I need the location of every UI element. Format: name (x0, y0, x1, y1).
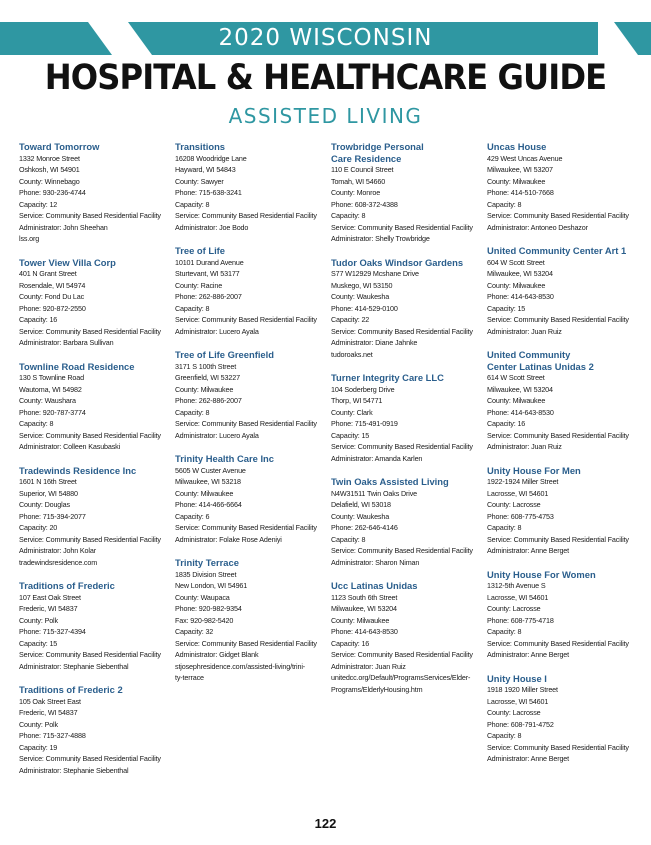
facility-detail: Administrator: Lucero Ayala (175, 430, 259, 440)
facility-detail: Administrator: Juan Ruiz (487, 442, 562, 451)
facility-listing (487, 465, 639, 557)
facility-listing (19, 257, 175, 349)
facility-detail: Milwaukee, WI 53204 (331, 604, 397, 613)
facility-detail: Capacity: 8 (19, 419, 54, 428)
facility-detail: County: Lacrosse (487, 500, 541, 509)
facility-detail: Administrator: Juan Ruiz (331, 661, 406, 671)
facility-listing (175, 349, 331, 441)
facility-detail: Administrator: Antoneo Deshazor (487, 222, 588, 232)
facility-detail: Phone: 414-643-8530 (331, 627, 398, 636)
facility-name: Townline Road Residence (19, 360, 135, 372)
facility-detail: Phone: 608-775-4718 (487, 615, 554, 625)
facility-detail: 1312-5th Avenue S (487, 581, 546, 590)
facility-listing (19, 361, 175, 453)
facility-name: Trinity Health Care Inc (175, 453, 274, 464)
facility-detail: Phone: 930-236-4744 (19, 188, 86, 197)
facility-detail: lss.org (19, 234, 40, 243)
facility-detail: Service: Community Based Residential Facility (487, 534, 629, 544)
facility-detail: Capacity: 8 (487, 731, 522, 740)
facility-detail: County: Milwaukee (487, 396, 546, 405)
facility-detail: 104 Soderberg Drive (331, 384, 395, 394)
facility-detail: Hayward, WI 54843 (175, 165, 236, 174)
facility-detail: Service: Community Based Residential Facility (19, 534, 161, 544)
facility-detail: County: Polk (19, 719, 58, 729)
facility-listing (175, 453, 331, 545)
facility-detail: County: Waukesha (331, 511, 390, 521)
facility-name: Trinity Terrace (175, 557, 239, 568)
facility-detail: County: Racine (175, 280, 223, 290)
facility-listing (487, 245, 639, 337)
listing-column (331, 141, 487, 806)
facility-detail: County: Fond Du Lac (19, 292, 85, 301)
facility-detail: Phone: 715-491-0919 (331, 419, 398, 428)
listing-column (19, 141, 175, 806)
facility-detail: Administrator: Barbara Sullivan (19, 338, 114, 347)
facility-detail: Phone: 715-638-3241 (175, 188, 242, 197)
facility-detail: Capacity: 20 (19, 523, 58, 532)
facility-detail: Capacity: 8 (487, 199, 522, 209)
facility-detail: County: Sawyer (175, 176, 224, 186)
facility-detail: 130 S Townline Road (19, 373, 84, 382)
facility-detail: Administrator: Amanda Karlen (331, 453, 423, 463)
facility-name: Tradewinds Residence Inc (19, 464, 137, 476)
facility-detail: 105 Oak Street East (19, 696, 81, 706)
facility-detail: Muskego, WI 53150 (331, 280, 393, 290)
facility-detail: Capacity: 8 (331, 211, 366, 220)
facility-detail: Service: Community Based Residential Facility (19, 650, 161, 659)
facility-detail: Capacity: 16 (19, 315, 58, 324)
facility-detail: Lacrosse, WI 54601 (487, 592, 549, 602)
facility-detail: 5605 W Custer Avenue (175, 465, 246, 475)
facility-detail: Sturtevant, WI 53177 (175, 269, 240, 278)
facility-listing (19, 465, 175, 569)
facility-detail: Phone: 414-643-8530 (487, 407, 554, 417)
facility-detail: 401 N Grant Street (19, 269, 77, 278)
listing-column (487, 141, 639, 806)
facility-detail: Administrator: Juan Ruiz (487, 326, 562, 336)
listing-columns (19, 141, 639, 806)
facility-detail: Service: Community Based Residential Facility (331, 442, 473, 451)
facility-detail: Capacity: 22 (331, 315, 370, 324)
facility-detail: Capacity: 16 (487, 419, 526, 428)
facility-detail: Greenfield, WI 53227 (175, 373, 240, 382)
facility-name: Uncas House (487, 141, 547, 152)
facility-detail: Capacity: 8 (331, 534, 366, 544)
facility-detail: Capacity: 16 (331, 638, 370, 648)
facility-detail: Thorp, WI 54771 (331, 396, 383, 405)
facility-detail: Lacrosse, WI 54601 (487, 696, 549, 706)
facility-detail: Service: Community Based Residential Facility (175, 638, 317, 648)
facility-detail: Service: Community Based Residential Facility (19, 211, 161, 220)
facility-listing (175, 245, 331, 337)
facility-detail: County: Waupaca (175, 592, 230, 602)
facility-detail: Service: Community Based Residential Facility (487, 430, 629, 440)
facility-detail: Milwaukee, WI 53218 (175, 477, 241, 486)
facility-detail: unitedcc.org/Default/ProgramsServices/Elder- (331, 673, 471, 682)
facility-listing (175, 557, 331, 684)
facility-detail: Capacity: 8 (175, 303, 210, 313)
facility-detail: County: Lacrosse (487, 708, 541, 717)
facility-detail: Administrator: Sharon Niman (331, 557, 420, 567)
facility-detail: Capacity: 8 (487, 523, 522, 532)
facility-detail: Service: Community Based Residential Facility (487, 211, 629, 220)
facility-detail: stjosephresidence.com/assisted-living/trini- (175, 661, 306, 671)
facility-name: United Community Center Latinas Unidas 2 (487, 349, 594, 372)
facility-detail: Phone: 414-466-6664 (175, 500, 242, 509)
page-number: 122 (314, 816, 337, 831)
facility-name: Turner Integrity Care LLC (331, 372, 444, 383)
facility-detail: ty-terrace (175, 673, 204, 682)
facility-name: Unity House For Women (487, 568, 596, 580)
facility-listing (331, 372, 487, 464)
facility-listing (331, 476, 487, 568)
facility-detail: 1123 South 6th Street (331, 592, 398, 602)
facility-detail: Phone: 262-886-2007 (175, 292, 242, 301)
facility-detail: Service: Community Based Residential Facility (175, 211, 317, 220)
facility-detail: Phone: 608-791-4752 (487, 719, 554, 729)
facility-detail: 604 W Scott Street (487, 257, 545, 267)
facility-detail: Programs/ElderlyHousing.htm (331, 684, 423, 694)
facility-name: Unity House For Men (487, 464, 581, 476)
facility-detail: 1332 Monroe Street (19, 153, 80, 163)
facility-detail: Milwaukee, WI 53207 (487, 165, 553, 174)
facility-detail: Superior, WI 54880 (19, 488, 78, 498)
facility-detail: N4W31511 Twin Oaks Drive (331, 488, 418, 498)
facility-detail: Phone: 414-529-0100 (331, 303, 398, 313)
facility-detail: Capacity: 8 (175, 407, 210, 417)
facility-detail: tudoroaks.net (331, 349, 373, 359)
facility-detail: Capacity: 19 (19, 742, 58, 752)
facility-name: Trowbridge Personal Care Residence (331, 141, 424, 164)
facility-name: Transitions (175, 141, 226, 152)
facility-detail: County: Clark (331, 407, 373, 417)
facility-detail: Service: Community Based Residential Facility (19, 326, 161, 336)
page-title: HOSPITAL & HEALTHCARE GUIDE (44, 58, 607, 98)
facility-detail: 110 E Council Street (331, 165, 394, 174)
facility-detail: Administrator: Anne Berget (487, 754, 569, 763)
facility-detail: Service: Community Based Residential Facility (487, 315, 629, 324)
facility-detail: Capacity: 12 (19, 199, 58, 209)
facility-name: Twin Oaks Assisted Living (331, 476, 449, 487)
facility-listing (487, 141, 639, 233)
section-subtitle: ASSISTED LIVING (228, 104, 423, 128)
facility-detail: County: Monroe (331, 188, 381, 197)
facility-listing (487, 349, 639, 453)
header-banner-text: 2020 WISCONSIN (218, 25, 433, 51)
facility-detail: Service: Community Based Residential Facility (331, 222, 473, 232)
facility-listing (487, 569, 639, 661)
facility-detail: Milwaukee, WI 53204 (487, 269, 553, 278)
facility-name: Tree of Life Greenfield (175, 349, 274, 360)
facility-detail: 10101 Durand Avenue (175, 257, 244, 267)
facility-detail: Wautoma, WI 54982 (19, 384, 82, 394)
facility-detail: Administrator: John Sheehan (19, 222, 108, 232)
facility-detail: Administrator: Joe Bodo (175, 222, 249, 232)
facility-detail: Capacity: 8 (487, 627, 522, 636)
facility-detail: 1922-1924 Miller Street (487, 477, 559, 486)
facility-detail: Administrator: John Kolar (19, 546, 96, 555)
facility-name: United Community Center Art 1 (487, 245, 627, 256)
facility-listing (19, 580, 175, 672)
facility-detail: Service: Community Based Residential Facility (487, 638, 629, 648)
facility-detail: 107 East Oak Street (19, 592, 81, 602)
facility-listing (331, 257, 487, 361)
facility-detail: County: Polk (19, 615, 58, 625)
facility-detail: Capacity: 15 (331, 430, 370, 440)
facility-detail: Service: Community Based Residential Facility (487, 742, 629, 752)
facility-detail: Administrator: Stephanie Siebenthal (19, 661, 129, 671)
facility-detail: Milwaukee, WI 53204 (487, 384, 553, 394)
facility-detail: Service: Community Based Residential Facility (331, 650, 473, 659)
facility-detail: Service: Community Based Residential Facility (19, 430, 161, 440)
facility-detail: S77 W12929 Mcshane Drive (331, 269, 419, 278)
facility-detail: Phone: 262-646-4146 (331, 523, 398, 532)
facility-detail: Service: Community Based Residential Facility (331, 326, 473, 336)
facility-detail: Capacity: 8 (175, 199, 210, 209)
facility-detail: Fax: 920-982-5420 (175, 615, 234, 625)
facility-detail: Phone: 920-872-2550 (19, 303, 86, 313)
facility-detail: Phone: 608-372-4388 (331, 199, 398, 209)
facility-listing (175, 141, 331, 233)
facility-detail: Capacity: 15 (19, 638, 58, 648)
facility-name: Ucc Latinas Unidas (331, 580, 418, 591)
facility-detail: Service: Community Based Residential Facility (19, 754, 161, 763)
facility-detail: Service: Community Based Residential Facility (331, 546, 473, 555)
facility-name: Tree of Life (175, 245, 226, 256)
facility-detail: Service: Community Based Residential Facility (175, 419, 317, 428)
facility-detail: County: Winnebago (19, 176, 80, 186)
facility-detail: Phone: 414-510-7668 (487, 188, 554, 197)
facility-listing (487, 673, 639, 765)
facility-detail: Capacity: 32 (175, 627, 214, 636)
facility-listing (331, 141, 487, 245)
facility-listing (19, 684, 175, 776)
facility-name: Unity House I (487, 672, 547, 684)
facility-detail: 1835 Division Street (175, 569, 237, 579)
facility-detail: Service: Community Based Residential Facility (175, 315, 317, 324)
facility-name: Traditions of Frederic 2 (19, 684, 123, 695)
facility-name: Tudor Oaks Windsor Gardens (331, 256, 464, 268)
facility-detail: Capacity: 15 (487, 303, 526, 313)
facility-detail: Administrator: Stephanie Siebenthal (19, 765, 129, 775)
facility-detail: County: Milwaukee (331, 615, 390, 625)
facility-detail: Administrator: Anne Berget (487, 650, 569, 659)
facility-detail: Administrator: Shelly Trowbridge (331, 234, 430, 243)
facility-detail: Phone: 715-394-2077 (19, 511, 86, 521)
facility-name: Toward Tomorrow (19, 141, 100, 152)
facility-detail: Administrator: Folake Rose Adeniyi (175, 534, 282, 544)
facility-detail: Oshkosh, WI 54901 (19, 165, 80, 174)
facility-name: Traditions of Frederic (19, 580, 115, 591)
facility-detail: Tomah, WI 54660 (331, 176, 386, 186)
facility-detail: County: Douglas (19, 500, 70, 509)
facility-detail: County: Waukesha (331, 292, 390, 301)
facility-detail: Phone: 262-886-2007 (175, 396, 242, 405)
facility-detail: Lacrosse, WI 54601 (487, 488, 549, 498)
facility-detail: 1918 1920 Miller Street (487, 685, 558, 694)
facility-detail: County: Milwaukee (175, 488, 234, 498)
facility-detail: 614 W Scott Street (487, 373, 545, 382)
facility-detail: Phone: 608-775-4753 (487, 511, 554, 521)
facility-name: Tower View Villa Corp (19, 256, 116, 268)
facility-listing (19, 141, 175, 245)
facility-detail: County: Milwaukee (487, 176, 546, 186)
facility-detail: County: Milwaukee (175, 384, 234, 394)
facility-detail: Frederic, WI 54837 (19, 708, 78, 717)
facility-detail: Phone: 414-643-8530 (487, 292, 554, 301)
facility-detail: Phone: 920-982-9354 (175, 604, 242, 613)
facility-detail: Administrator: Lucero Ayala (175, 326, 259, 336)
facility-detail: Administrator: Anne Berget (487, 546, 569, 555)
facility-detail: tradewindsresidence.com (19, 557, 98, 567)
facility-detail: Rosendale, WI 54974 (19, 280, 86, 290)
facility-detail: County: Waushara (19, 396, 76, 405)
facility-detail: 16208 Woodridge Lane (175, 153, 247, 163)
facility-detail: Administrator: Diane Jahnke (331, 338, 418, 347)
facility-detail: Phone: 715-327-4394 (19, 627, 86, 636)
facility-detail: County: Lacrosse (487, 604, 541, 613)
facility-detail: Administrator: Colleen Kasubaski (19, 442, 121, 451)
facility-detail: Administrator: Gidget Blank (175, 650, 259, 659)
facility-detail: County: Milwaukee (487, 280, 546, 290)
facility-listing (331, 580, 487, 695)
facility-detail: Phone: 920-787-3774 (19, 407, 86, 417)
facility-detail: New London, WI 54961 (175, 581, 248, 590)
listing-column (175, 141, 331, 806)
facility-detail: Delafield, WI 53018 (331, 500, 391, 509)
facility-detail: 429 West Uncas Avenue (487, 153, 563, 163)
facility-detail: 1601 N 16th Street (19, 477, 77, 486)
facility-detail: Capacity: 6 (175, 511, 210, 521)
facility-detail: Phone: 715-327-4888 (19, 731, 86, 740)
facility-detail: Service: Community Based Residential Facility (175, 523, 317, 532)
facility-detail: 3171 S 100th Street (175, 361, 237, 371)
facility-detail: Frederic, WI 54837 (19, 604, 78, 613)
